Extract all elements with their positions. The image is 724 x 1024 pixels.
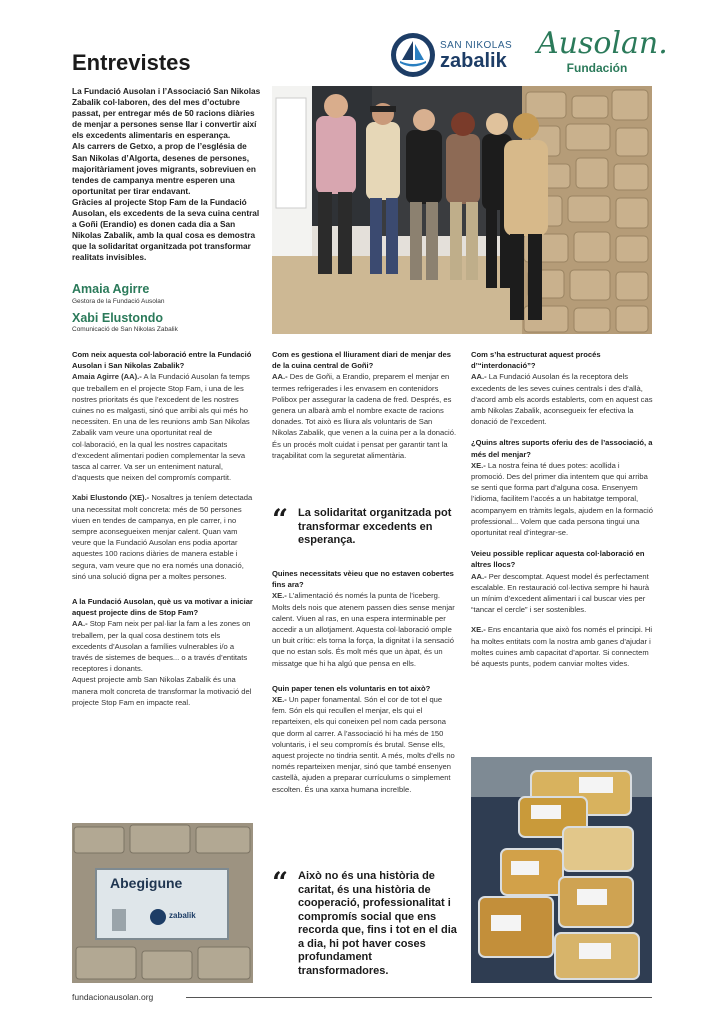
sailboat-logo-icon — [390, 32, 436, 78]
san-nikolas-zabalik-logo — [390, 30, 518, 82]
answer-text: La nostra feina té dues potes: acollida i promoció. Des del primer dia intentem que qui arriba se senti que forma part d’alguna cosa. Ensenyem l’idioma, facilitem l’accés a un habitatge temporal, acompanyem en tràmits legals, ajudem en la formació professional... Volem que cada persona tingui una oportunitat real d’integrar-se. — [471, 460, 653, 538]
speaker-label: AA.- — [471, 372, 487, 382]
question: Quin paper tenen els voluntaris en tot això? — [272, 683, 431, 693]
question: Com neix aquesta col·laboració entre la Fundació Ausolan i San Nikolas Zabalik? — [72, 350, 252, 371]
speaker-label: XE.- — [471, 625, 486, 635]
answer-text: Stop Fam neix per pal·liar la fam a les zones on treballem, per la qual cosa destinem tots els excedents d’Ausolan a famílies vulnerables i/o a través de sistemes de beques... o a través d’entitats receptores i donants. — [72, 619, 251, 674]
logo-top-text: SAN NIKOLAS — [440, 40, 513, 51]
question: Com s’ha estructurat aquest procés d’“interdonació”? — [471, 350, 601, 371]
speaker-label: XE.- — [272, 591, 287, 601]
ausolan-logo-name: Ausolan. — [537, 26, 668, 61]
speaker-label: XE.- — [471, 460, 486, 470]
answer-text: Des de Goñi, a Erandio, preparem el menjar en termes refrigerades i les envasem en contenidors Polibox per assegurar la cadena de fred. Després, es genera un albarà amb el nombre exacte de racions donades. Tot això es lliura als voluntaris de San Nikolas Zabalik, que venen a la cuina per a la donació. És un procés molt cuidat i pensat per garantir tant la traçabilitat com la seguretat alimentària. — [272, 372, 457, 460]
quote-mark-icon: “ — [272, 866, 289, 899]
group-photo — [272, 86, 652, 334]
question: Com es gestiona el lliurament diari de menjar des de la cuina central de Goñi? — [272, 350, 451, 371]
answer-text: A la Fundació Ausolan fa temps que treballem en el projecte Stop Fam, i una de les nostres prioritats és que l’excedent de les nostres cuines no es malgasti, sinó que arribi als qui més ho necessiten. En una de les reunions amb San Nikolas Zabalik vam veure una oportunitat real de col·laboració, en la qual les nostres capacitats d’excedent alimentari podien complementar la seva tasca al carrer. Va ser un enteniment natural, d’aquests que neixen del compromís compartit. — [72, 372, 250, 483]
question: Quines necessitats vèieu que no estaven cobertes fins ara? — [272, 569, 454, 590]
answer-text: L’alimentació és només la punta de l’iceberg. Molts dels nois que atenem passen dies sense menjar calent. Viuen al ras, en una espera interminable per accedir a un allotjament. Aquesta col·laboració omple un buit crític: els torna la força, la dignitat i la sensació que no estan sols. És molt més que un àpat, és un missatge que hi ha algú que pensa en ells. — [272, 591, 455, 668]
person-role: Gestora de la Fundació Ausolan — [72, 298, 165, 305]
ausolan-logo-sub: Fundación — [566, 61, 628, 75]
footer-divider — [186, 997, 652, 998]
quote-text: La solidaritat organitzada pot transformar excedents en esperança. — [298, 507, 452, 546]
intro-paragraph: Gràcies al projecte Stop Fam de la Fundació Ausolan, els excedents de la seva cuina central a Goñi (Erandio) es donen cada dia a San Nikolas Zabalik, amb la qual cosa es demostra que la solidaritat organitzada pot transformar realitats invisibles. — [72, 196, 260, 263]
answer-text: Nosaltres ja teníem detectada una necessitat molt concreta: més de 50 persones viuen en tendes de campanya, en ple carrer, i no sempre aconsegueixen menjar calent. Quan vam veure que la Fundació Ausolan ens podia aportar aquestes 100 racions diàries de manera estable i segura, vam veure que no era només una donació, sinó una solució digna per a moltes persones. — [72, 493, 253, 581]
quote-mark-icon: “ — [272, 503, 289, 536]
pull-quote — [272, 503, 457, 548]
interview-column-2b — [272, 568, 458, 795]
person-name: Amaia Agirre — [72, 282, 150, 296]
speaker-label: AA.- — [72, 619, 88, 629]
abegigune-sign-photo — [72, 823, 253, 983]
intro-text — [72, 86, 262, 264]
answer-text: Aquest projecte amb San Nikolas Zabalik és una manera molt concreta de transformar la motivació del projecte Stop Fam en impacte real. — [72, 675, 252, 707]
speaker-label: AA.- — [471, 571, 487, 581]
answer-text: Per descomptat. Aquest model és perfectament escalable. En restauració col·lectiva sempre hi haurà un mínim d’excedent alimentari i cal buscar vies per “tancar el cercle” i ser sostenibles. — [471, 571, 650, 615]
question: ¿Quins altres suports oferiu des de l’associació, a més del menjar? — [471, 438, 653, 459]
food-containers-photo — [471, 757, 652, 983]
pull-quote — [272, 866, 457, 978]
page-title: Entrevistes — [72, 50, 191, 75]
ausolan-fundacion-logo — [537, 26, 668, 80]
quote-text: Això no és una història de caritat, és una història de cooperació, professionalitat i compromís social que ens recorda que, fins i tot en el dia a dia, hi pot haver coses profundament transformadores. — [298, 870, 457, 977]
intro-paragraph: La Fundació Ausolan i l’Associació San Nikolas Zabalik col·laboren, des del mes d’octubre passat, per entregar més de 50 racions diàries de menjar a persones sense llar i convertir així els excedents alimentaris en esperança. — [72, 86, 261, 141]
answer-text: Ens encantaria que això fos només el principi. Hi ha moltes entitats com la nostra amb ganes d’ajudar i moltes cuines amb capacitat d’aportar. Si connectem bé aquests punts, podem canviar moltes vides. — [471, 625, 653, 669]
footer-url: fundacionausolan.org — [72, 992, 154, 1002]
sign-logo-text: zabalik — [169, 911, 196, 920]
answer-text: La Fundació Ausolan és la receptora dels excedents de les seves cuines centrals i des d’allà, d’acord amb els acords establerts, com en aquest cas amb Nikolas Zabalik, aconsegueix fer efectiva la donació de l’excedent. — [471, 372, 653, 427]
logo-bottom-text: zabalik — [440, 50, 507, 72]
answer-text: Un paper fonamental. Són el cor de tot el que fem. Són els qui recullen el menjar, els qui el reparteixen, els qui coneixen pel nom cada persona que dorm al carrer. A l’associació hi ha més de 150 voluntaris, i el seu compromís és brutal. Sense ells, aquest projecte no tindria sentit. A més, molts d’ells no només reparteixen menjar, sinó que també ensenyen castellà, ajuden a preparar currículums o simplement escolten. És una xarxa humana increïble. — [272, 695, 455, 794]
person-role: Comunicació de San Nikolas Zabalik — [72, 326, 178, 333]
interview-column-1 — [72, 349, 254, 708]
interview-column-3 — [471, 349, 655, 669]
sign-text: Abegigune — [110, 875, 183, 891]
speaker-label: AA.- — [272, 372, 288, 382]
intro-paragraph: Als carrers de Getxo, a prop de l’església de San Nikolas d’Algorta, desenes de persones, majoritàriament joves migrants, sobreviuen en tendes de campanya mentre esperen una oportunitat per tirar endavant. — [72, 141, 256, 196]
question: A la Fundació Ausolan, què us va motivar a iniciar aquest projecte dins de Stop Fam? — [72, 597, 253, 618]
interview-column-2 — [272, 349, 458, 461]
speaker-label: Xabi Elustondo (XE).- — [72, 493, 150, 503]
question: Veieu possible replicar aquesta col·laboració en altres llocs? — [471, 549, 645, 570]
speaker-label: XE.- — [272, 695, 287, 705]
speaker-label: Amaia Agirre (AA).- — [72, 372, 142, 382]
person-name: Xabi Elustondo — [72, 311, 163, 325]
